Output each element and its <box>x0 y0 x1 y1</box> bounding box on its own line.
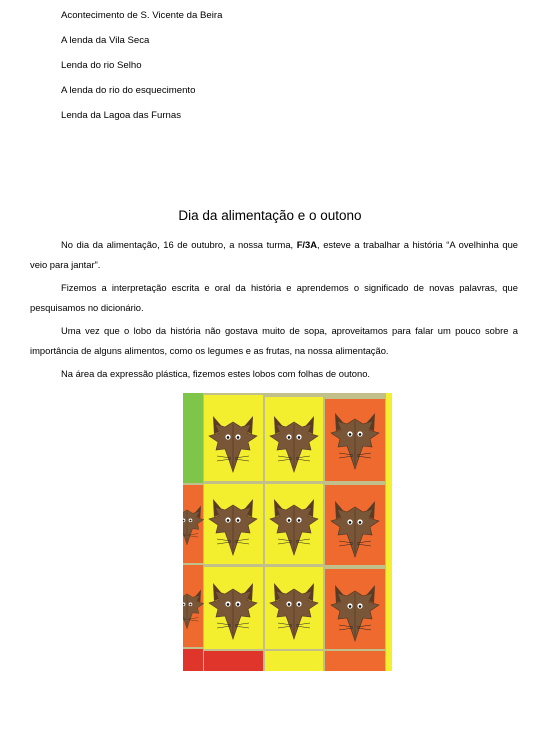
list-item: A lenda da Vila Seca <box>61 35 150 46</box>
list-item: A lenda do rio do esquecimento <box>61 85 196 96</box>
leaf-wolves-photo <box>183 393 392 671</box>
paragraph-3: Uma vez que o lobo da história não gostava muito de sopa, aproveitamos para falar um pouco sobre a importância de alguns alimentos, como os legumes e as frutas, na nossa alimentação. <box>30 325 518 356</box>
list-item: Lenda do rio Selho <box>61 60 142 71</box>
list-item: Lenda da Lagoa das Furnas <box>61 110 182 121</box>
paragraph-4: Na área da expressão plástica, fizemos estes lobos com folhas de outono. <box>61 368 371 379</box>
stories-list <box>61 9 222 134</box>
paragraph-2: Fizemos a interpretação escrita e oral da história e aprendemos o significado de novas palavras, que pesquisamos no dicionário. <box>30 282 518 313</box>
paragraph-1: No dia da alimentação, 16 de outubro, a nossa turma, F/3A, esteve a trabalhar a história “A ovelhinha que veio para jantar”. <box>30 239 518 270</box>
section-heading: Dia da alimentação e o outono <box>178 208 362 223</box>
class-name: F/3A <box>296 239 318 250</box>
list-item: Acontecimento de S. Vicente da Beira <box>61 10 223 21</box>
